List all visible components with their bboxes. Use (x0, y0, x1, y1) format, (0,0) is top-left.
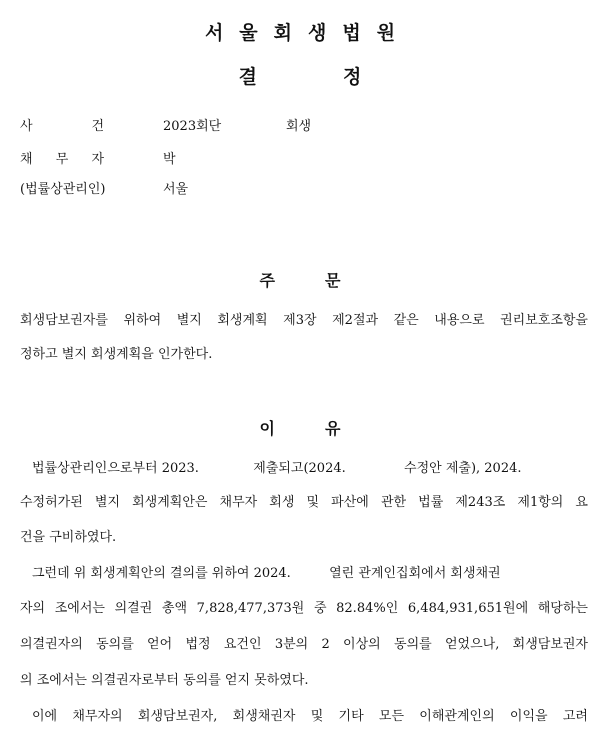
reasons-paragraph-3-line-1: 이에 채무자의 회생담보권자, 회생채권자 및 기타 모든 이해관계인의 이익을 고려 (32, 709, 588, 724)
resolution-text: 그런데 위 회생계획안의 결의를 위하여 2024. (32, 566, 291, 581)
submitted-text: 제출되고(2024. (253, 461, 346, 476)
case-label (20, 115, 104, 134)
ruling-title-char-1: 주 (259, 271, 275, 290)
reasons-title-char-2: 유 (325, 419, 341, 438)
reasons-title (0, 416, 600, 439)
reasons-paragraph-2-line-2: 자의 조에서는 의결권 총액 7,828,477,373원 중 82.84%인 6,484,931,651원에 해당하는 (20, 601, 588, 616)
reasons-paragraph-1-line-1 (32, 460, 588, 478)
debtor-name: 박 (163, 152, 176, 167)
reasons-paragraph-2-line-4: 의 조에서는 의결권자로부터 동의를 얻지 못하였다. (20, 673, 309, 688)
case-label-char-1: 사 (20, 119, 33, 134)
submission-date-text: 법률상관리인으로부터 2023. (32, 461, 199, 476)
case-row (20, 115, 580, 135)
trustee-row (20, 178, 580, 198)
reasons-paragraph-1-line-2: 수정허가된 별지 회생계획안은 채무자 회생 및 파산에 관한 법률 제243조 제1항의 요 (20, 495, 588, 510)
meeting-text: 열린 관계인집회에서 회생채권 (329, 566, 501, 581)
debtor-label-char-1: 채 (20, 152, 33, 167)
debtor-label-char-3: 자 (91, 152, 104, 167)
ruling-line-1: 회생담보권자를 위하여 별지 회생계획 제3장 제2절과 같은 내용으로 권리보호조항을 (20, 313, 588, 328)
case-type: 회생 (286, 119, 312, 134)
reasons-paragraph-1-line-3: 건을 구비하였다. (20, 530, 117, 545)
case-number: 2023회단 (163, 119, 222, 134)
revised-submission-text: 수정안 제출), 2024. (404, 461, 522, 476)
reasons-title-char-1: 이 (259, 419, 275, 438)
debtor-row (20, 148, 580, 168)
ruling-line-2: 정하고 별지 회생계획을 인가한다. (20, 347, 213, 362)
case-label-char-2: 건 (91, 119, 104, 134)
debtor-label (20, 148, 104, 167)
reasons-paragraph-2-line-1 (32, 565, 588, 583)
document-type-title (0, 62, 600, 89)
debtor-label-char-2: 무 (55, 152, 69, 167)
reasons-paragraph-2-line-3: 의결권자의 동의를 얻어 법정 요건인 3분의 2 이상의 동의를 얻었으나, 회생담보권자 (20, 637, 588, 652)
ruling-title-char-2: 문 (325, 271, 341, 290)
document-type-char-2: 정 (343, 66, 362, 88)
trustee-label: (법률상관리인) (20, 182, 106, 197)
document-type-char-1: 결 (238, 66, 257, 88)
trustee-name: 서울 (163, 182, 189, 197)
court-name: 서울회생법원 (204, 22, 412, 44)
ruling-title (0, 268, 600, 291)
